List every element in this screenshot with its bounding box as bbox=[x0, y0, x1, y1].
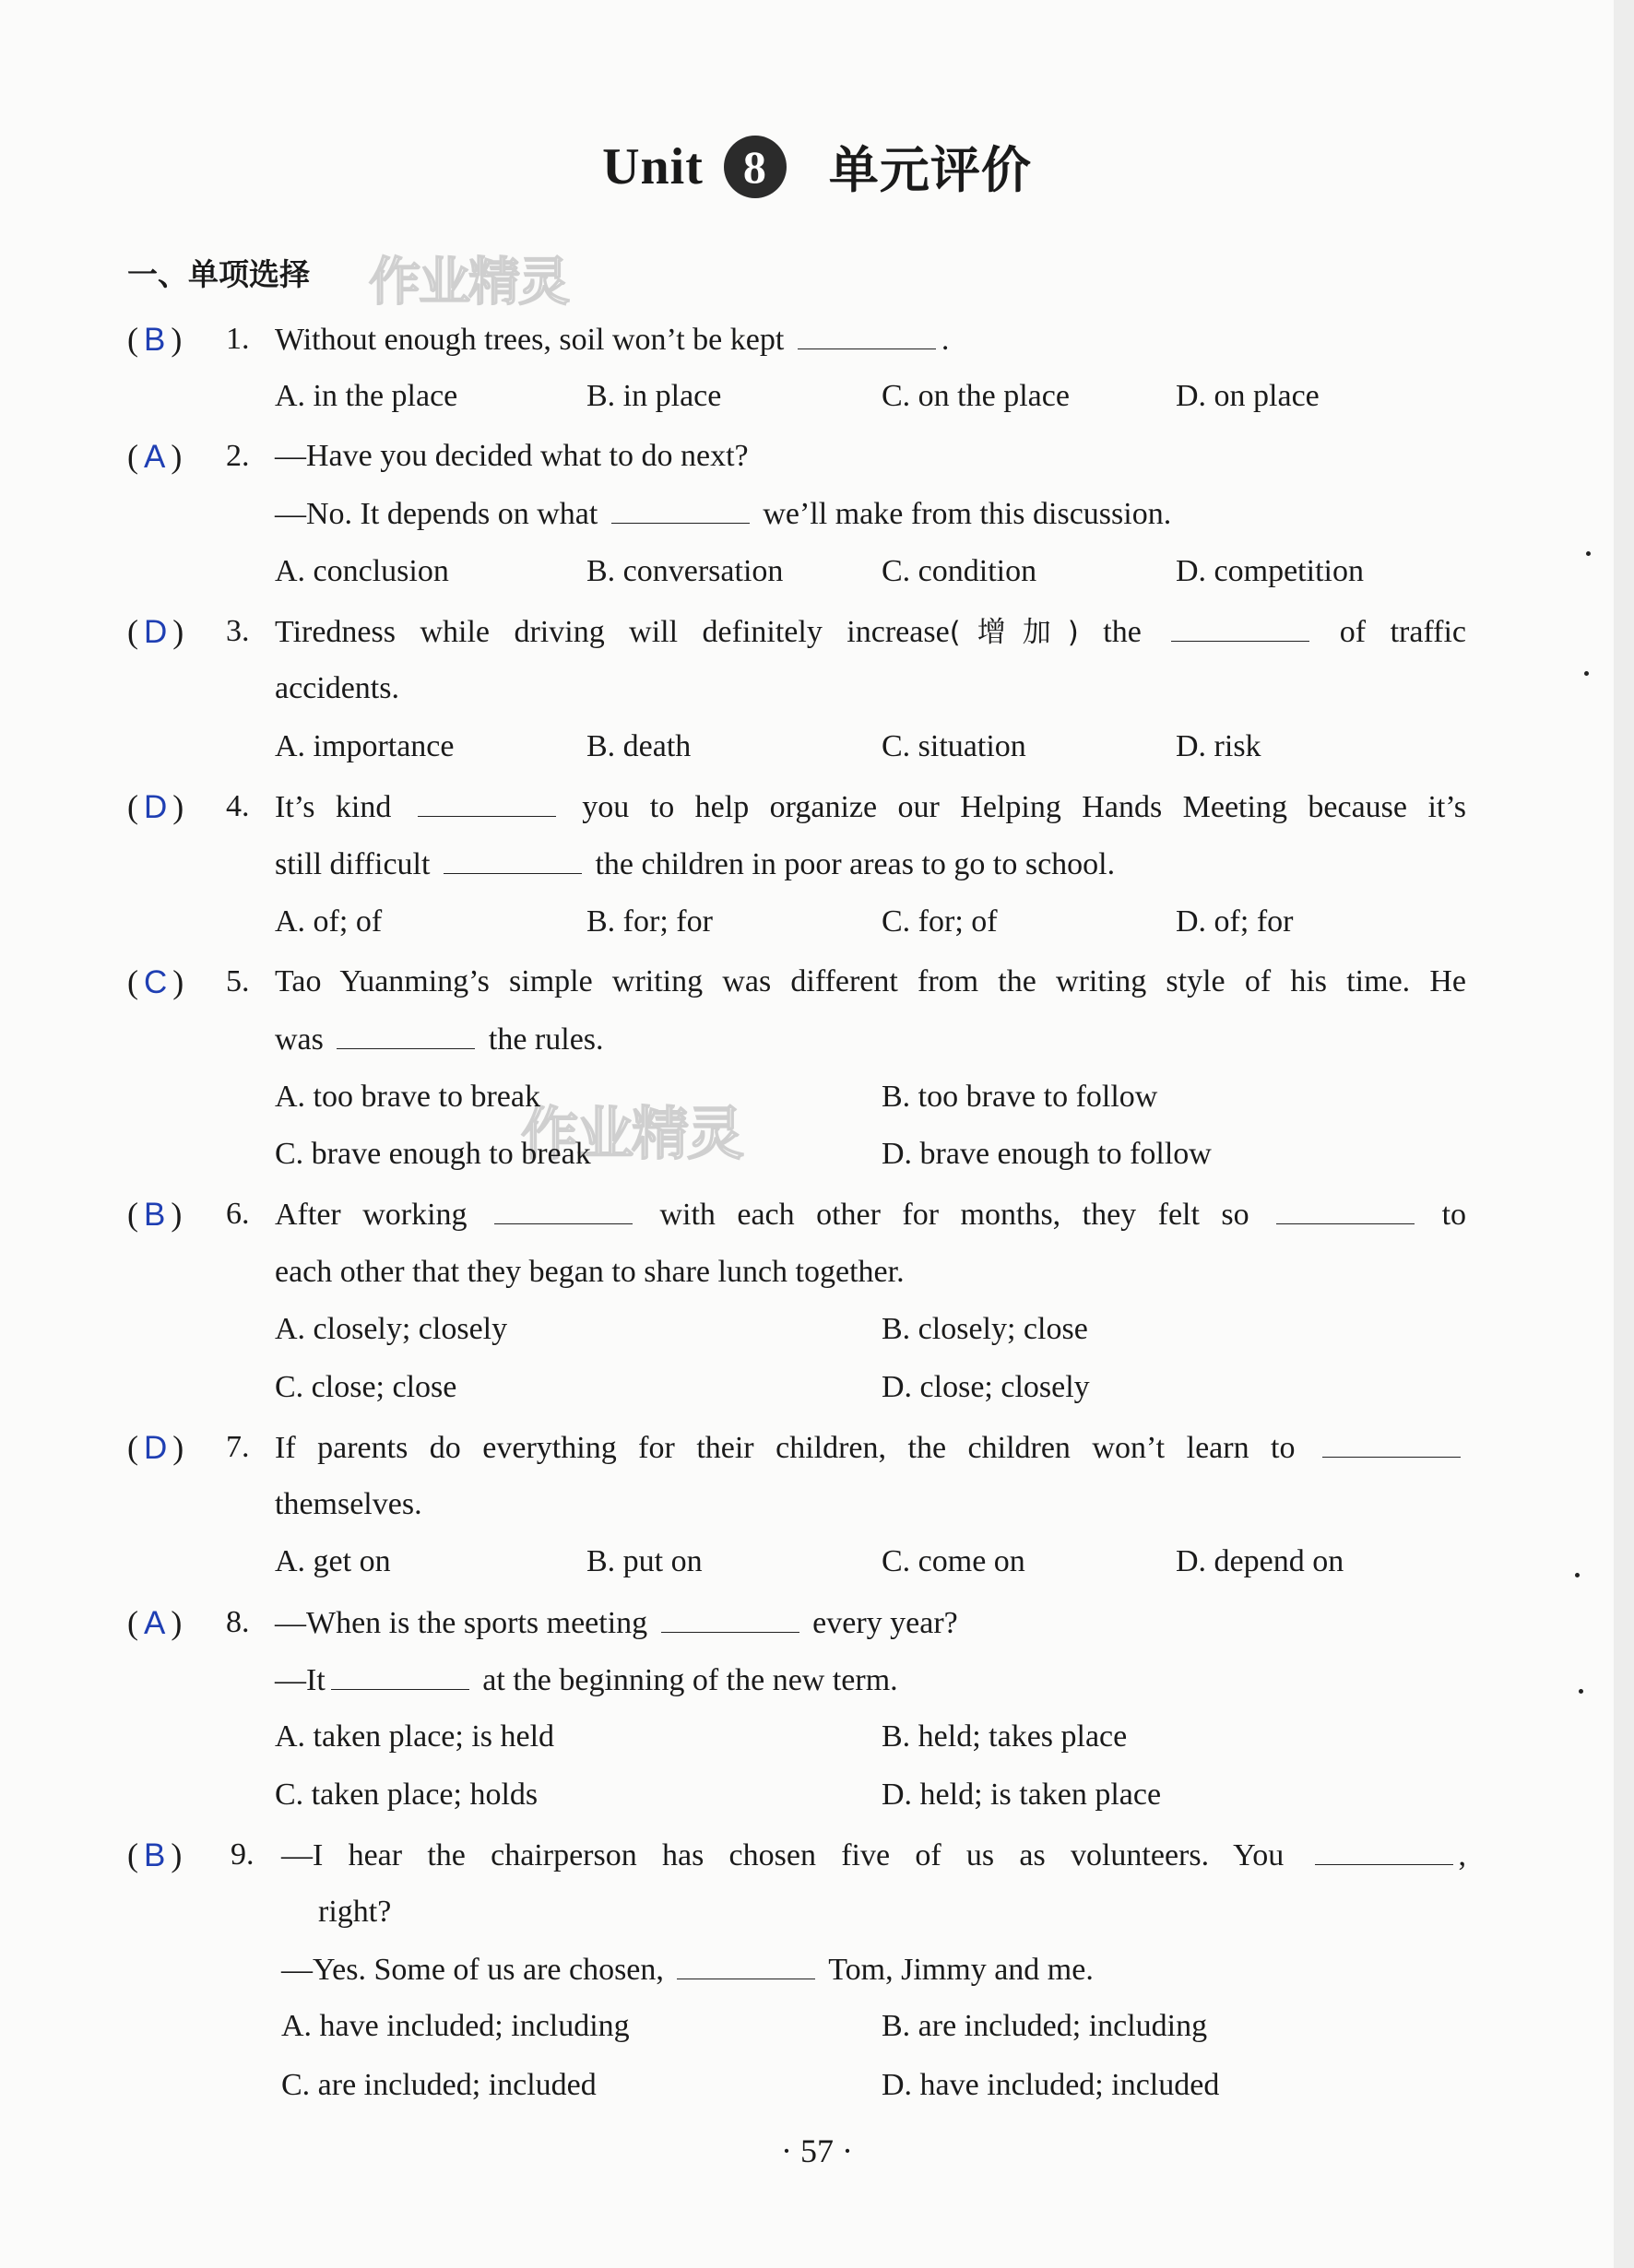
option-c: C. for; of bbox=[882, 904, 998, 939]
answer-letter: D bbox=[144, 1430, 168, 1466]
question-text bbox=[275, 1429, 1466, 1467]
answer-letter: B bbox=[144, 1197, 166, 1233]
option-b: B. put on bbox=[586, 1544, 703, 1578]
option-d: D. close; closely bbox=[882, 1370, 1090, 1404]
question-text-part: Tiredness while driving will definitely increase bbox=[275, 615, 950, 649]
question-text: each other that they began to share lunch together. bbox=[275, 1255, 905, 1289]
question-number: 7. bbox=[226, 1430, 250, 1464]
answer-letter: D bbox=[144, 789, 168, 825]
page-edge-shadow bbox=[1614, 0, 1634, 2268]
option-a: A. have included; including bbox=[281, 2009, 630, 2043]
answer-blank bbox=[611, 495, 750, 524]
answer-bracket: ( A ) bbox=[127, 1604, 183, 1641]
answer-blank bbox=[1276, 1196, 1415, 1224]
question-text-cn: (增加) bbox=[949, 616, 1079, 649]
answer-bracket: ( D ) bbox=[127, 613, 184, 650]
question-text bbox=[275, 321, 949, 359]
option-d: D. depend on bbox=[1176, 1544, 1344, 1578]
question-text: accidents. bbox=[275, 671, 399, 705]
question-text: themselves. bbox=[275, 1487, 422, 1521]
section-heading: 一、单项选择 bbox=[127, 256, 310, 292]
question-text-part: If parents do everything for their children, the children won’t learn to bbox=[275, 1431, 1296, 1465]
question-text-part: Without enough trees, soil won’t be kept bbox=[275, 323, 785, 357]
option-b: B. conversation bbox=[586, 554, 784, 588]
question-text: right? bbox=[318, 1895, 392, 1929]
answer-bracket: ( A ) bbox=[127, 438, 183, 475]
option-a: A. of; of bbox=[275, 904, 383, 939]
answer-blank bbox=[1315, 1837, 1453, 1865]
question-text-part: to bbox=[1441, 1198, 1467, 1232]
print-speck bbox=[1584, 671, 1589, 676]
question-text-part: with each other for months, they felt so bbox=[659, 1198, 1249, 1232]
question-number: 6. bbox=[226, 1197, 250, 1231]
question-text bbox=[275, 613, 1466, 651]
option-c: C. brave enough to break bbox=[275, 1137, 591, 1171]
question-text-part: After working bbox=[275, 1198, 468, 1232]
question-text-part: —I hear the chairperson has chosen five of us as volunteers. You bbox=[281, 1838, 1285, 1872]
question-text: Tao Yuanming’s simple writing was different from the writing style of his time. He bbox=[275, 964, 1466, 998]
answer-bracket: ( D ) bbox=[127, 788, 184, 825]
question-text-part: still difficult bbox=[275, 847, 431, 881]
option-b: B. are included; including bbox=[882, 2009, 1208, 2043]
option-b: B. closely; close bbox=[882, 1312, 1088, 1346]
option-a: A. in the place bbox=[275, 379, 458, 413]
page-number: · 57 · bbox=[781, 2132, 853, 2169]
unit-heading-cn: 单元评价 bbox=[828, 141, 1032, 199]
option-c: C. condition bbox=[882, 554, 1037, 588]
question-text-part: of traffic bbox=[1339, 615, 1467, 649]
answer-blank bbox=[418, 788, 556, 817]
answer-blank bbox=[1171, 613, 1309, 642]
question-text-part: the rules. bbox=[488, 1022, 604, 1057]
option-b: B. held; takes place bbox=[882, 1719, 1128, 1754]
answer-blank bbox=[444, 845, 582, 874]
question-text-part: . bbox=[941, 323, 950, 357]
answer-bracket: ( B ) bbox=[127, 1837, 183, 1873]
question-text bbox=[281, 1951, 1094, 1989]
answer-blank bbox=[494, 1196, 633, 1224]
print-speck bbox=[1575, 1573, 1580, 1577]
option-a: A. conclusion bbox=[275, 554, 449, 588]
question-text bbox=[275, 1196, 1466, 1234]
question-text-part: —When is the sports meeting bbox=[275, 1606, 648, 1640]
question-text-part: —No. It depends on what bbox=[275, 497, 598, 531]
question-number: 3. bbox=[226, 614, 250, 648]
option-b: B. death bbox=[586, 729, 692, 763]
option-d: D. brave enough to follow bbox=[882, 1137, 1212, 1171]
answer-bracket: ( C ) bbox=[127, 963, 184, 1000]
option-a: A. closely; closely bbox=[275, 1312, 508, 1346]
question-number: 1. bbox=[226, 322, 250, 356]
question-text bbox=[275, 788, 1466, 826]
option-c: C. taken place; holds bbox=[275, 1778, 539, 1812]
answer-blank bbox=[661, 1604, 799, 1633]
unit-word: Unit bbox=[602, 137, 704, 195]
option-a: A. get on bbox=[275, 1544, 391, 1578]
option-a: A. too brave to break bbox=[275, 1080, 540, 1114]
option-d: D. held; is taken place bbox=[882, 1778, 1162, 1812]
unit-number-badge: 8 bbox=[724, 136, 787, 198]
question-number: 2. bbox=[226, 439, 250, 473]
print-speck bbox=[1579, 1689, 1583, 1694]
question-text-part: —Yes. Some of us are chosen, bbox=[281, 1953, 664, 1987]
question-text bbox=[275, 1604, 958, 1642]
question-text: —Have you decided what to do next? bbox=[275, 439, 749, 473]
question-text bbox=[275, 845, 1115, 883]
answer-blank bbox=[331, 1661, 469, 1690]
question-text bbox=[275, 1021, 604, 1058]
question-text-part: the children in poor areas to go to school. bbox=[595, 847, 1116, 881]
option-b: B. for; for bbox=[586, 904, 713, 939]
watermark: 作业精灵 bbox=[521, 1100, 743, 1167]
answer-bracket: ( B ) bbox=[127, 321, 183, 358]
option-c: C. come on bbox=[882, 1544, 1025, 1578]
option-d: D. risk bbox=[1176, 729, 1261, 763]
unit-title bbox=[0, 131, 1634, 202]
answer-letter: B bbox=[144, 322, 166, 358]
question-text-part: you to help organize our Helping Hands Meeting because it’s bbox=[582, 790, 1467, 824]
answer-letter: B bbox=[144, 1837, 166, 1873]
question-text-part: Tom, Jimmy and me. bbox=[828, 1953, 1094, 1987]
question-text bbox=[275, 495, 1171, 533]
option-d: D. have included; included bbox=[882, 2068, 1220, 2102]
question-text-part: , bbox=[1458, 1838, 1467, 1872]
question-text bbox=[275, 1661, 898, 1699]
option-d: D. on place bbox=[1176, 379, 1320, 413]
option-d: D. competition bbox=[1176, 554, 1364, 588]
answer-blank bbox=[337, 1021, 475, 1049]
answer-letter: A bbox=[144, 1605, 166, 1641]
answer-letter: D bbox=[144, 614, 168, 650]
option-c: C. situation bbox=[882, 729, 1026, 763]
question-text bbox=[281, 1837, 1466, 1874]
question-number: 4. bbox=[226, 789, 250, 823]
question-text-part: —It bbox=[275, 1663, 326, 1697]
answer-blank bbox=[798, 321, 936, 349]
option-d: D. of; for bbox=[1176, 904, 1294, 939]
watermark: 作业精灵 bbox=[369, 253, 568, 313]
option-c: C. on the place bbox=[882, 379, 1070, 413]
answer-bracket: ( B ) bbox=[127, 1196, 183, 1233]
question-number: 8. bbox=[226, 1605, 250, 1639]
question-text-part: at the beginning of the new term. bbox=[482, 1663, 898, 1697]
question-text-part: we’ll make from this discussion. bbox=[763, 497, 1172, 531]
answer-letter: C bbox=[144, 964, 168, 1000]
option-c: C. close; close bbox=[275, 1370, 457, 1404]
answer-bracket: ( D ) bbox=[127, 1429, 184, 1466]
option-a: A. taken place; is held bbox=[275, 1719, 555, 1754]
option-b: B. in place bbox=[586, 379, 722, 413]
answer-blank bbox=[1322, 1429, 1461, 1458]
question-text-part: the bbox=[1103, 615, 1142, 649]
option-b: B. too brave to follow bbox=[882, 1080, 1158, 1114]
question-number: 9. bbox=[231, 1837, 255, 1872]
question-text-part: was bbox=[275, 1022, 324, 1057]
question-number: 5. bbox=[226, 964, 250, 998]
print-speck bbox=[1586, 551, 1591, 556]
question-text-part: every year? bbox=[812, 1606, 958, 1640]
option-a: A. importance bbox=[275, 729, 455, 763]
answer-blank bbox=[677, 1951, 815, 1979]
question-text-part: It’s kind bbox=[275, 790, 392, 824]
option-c: C. are included; included bbox=[281, 2068, 597, 2102]
answer-letter: A bbox=[144, 439, 166, 475]
